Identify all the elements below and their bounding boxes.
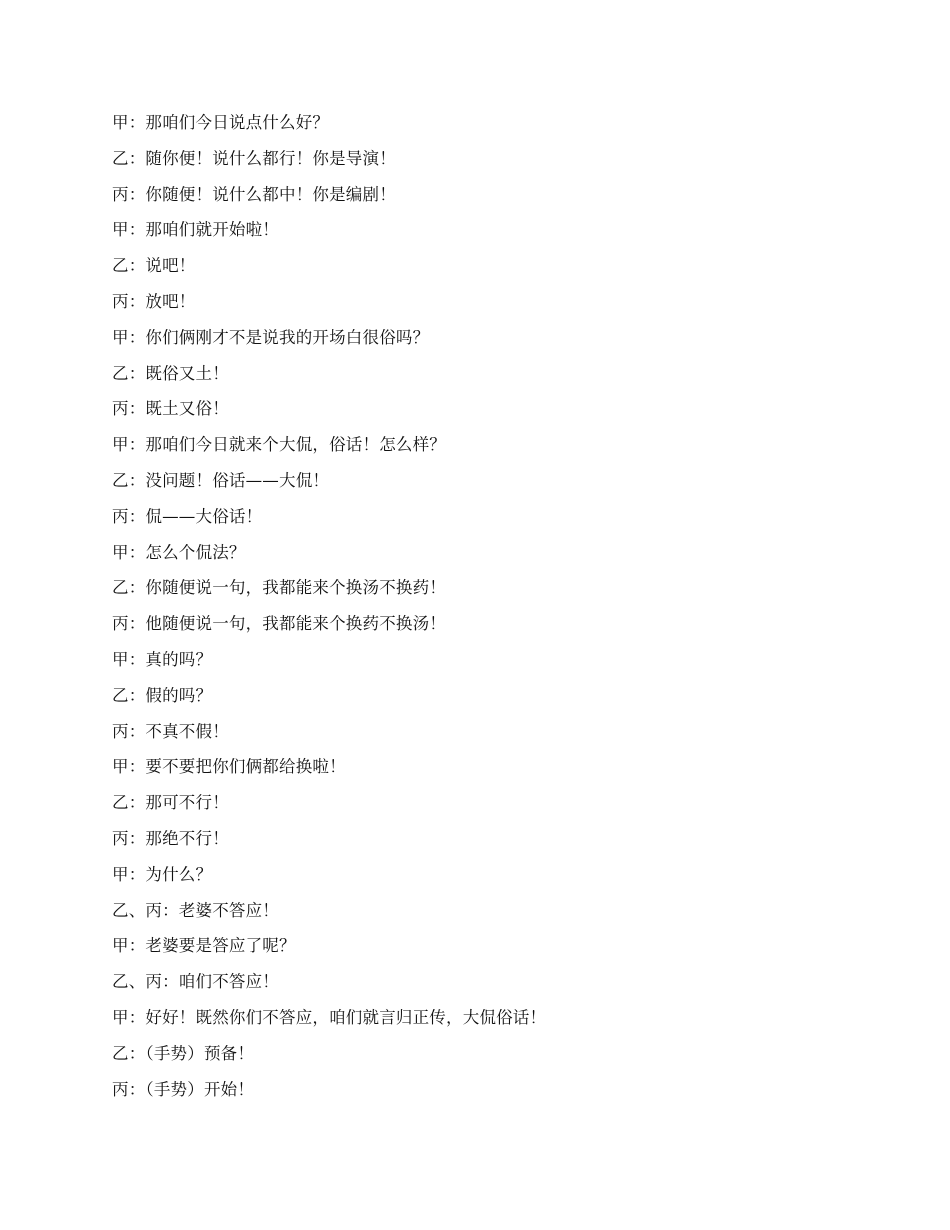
dialogue-line: 乙：你随便说一句，我都能来个换汤不换药！	[112, 578, 446, 598]
dialogue-line: 乙、丙：老婆不答应！	[112, 900, 279, 920]
dialogue-list	[112, 110, 872, 1112]
dialogue-line: 甲：要不要把你们俩都给换啦！	[112, 757, 346, 777]
dialogue-line: 甲：怎么个侃法？	[112, 542, 246, 562]
dialogue-line: 甲：老婆要是答应了呢？	[112, 936, 296, 956]
dialogue-line: 丙：那绝不行！	[112, 828, 229, 848]
dialogue-line: 甲：为什么？	[112, 864, 213, 884]
dialogue-line: 丙：放吧！	[112, 291, 196, 311]
dialogue-line: 甲：那咱们今日说点什么好？	[112, 113, 330, 132]
dialogue-line: 乙：那可不行！	[112, 793, 229, 813]
dialogue-line: 乙、丙：咱们不答应！	[112, 972, 279, 992]
dialogue-line: 甲：真的吗？	[112, 649, 213, 669]
dialogue-line: 乙：随你便！说什么都行！你是导演！	[112, 148, 396, 168]
dialogue-line: 丙：你随便！说什么都中！你是编剧！	[112, 184, 396, 204]
dialogue-line: 乙：（手势）预备！	[112, 1043, 255, 1063]
dialogue-line: 丙：他随便说一句，我都能来个换药不换汤！	[112, 614, 446, 634]
dialogue-line: 乙：没问题！俗话——大侃！	[112, 470, 330, 490]
dialogue-line: 丙：（手势）开始！	[112, 1079, 255, 1099]
dialogue-line: 丙：侃——大俗话！	[112, 506, 263, 526]
dialogue-line: 丙：既土又俗！	[112, 399, 229, 419]
dialogue-line: 甲：好好！既然你们不答应，咱们就言归正传，大侃俗话！	[112, 1007, 547, 1027]
dialogue-line: 乙：既俗又土！	[112, 363, 229, 383]
dialogue-line: 甲：那咱们就开始啦！	[112, 220, 279, 240]
dialogue-line: 乙：假的吗？	[112, 685, 213, 705]
dialogue-line: 甲：那咱们今日就来个大侃，俗话！怎么样？	[112, 435, 446, 455]
dialogue-line: 甲：你们俩刚才不是说我的开场白很俗吗？	[112, 327, 430, 347]
dialogue-line: 乙：说吧！	[112, 256, 196, 276]
dialogue-line: 丙：不真不假！	[112, 721, 229, 741]
